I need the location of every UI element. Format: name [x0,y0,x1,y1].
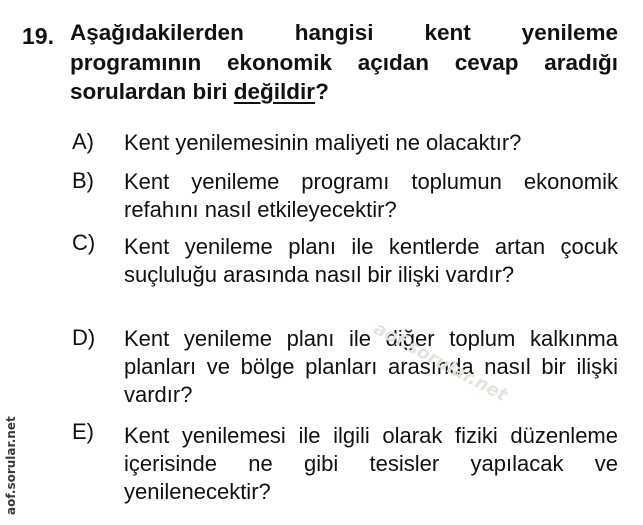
option-c-letter[interactable]: C) [72,230,96,255]
option-d-letter[interactable]: D) [72,325,96,350]
option-a-text[interactable]: Kent yenilemesinin maliyeti ne olacaktır? [124,130,522,155]
watermark-center: aof.sorular.net [370,318,511,407]
option-e-text[interactable]: Kent yenilemesi ile ilgili olarak fiziki düzenleme içerisinde ne gibi tesisler yapılacak ve yenilenecektir? [124,423,618,504]
option-c-text[interactable]: Kent yenileme planı ile kentlerde artan çocuk suçluluğu arasında nasıl bir ilişki vardır? [124,234,618,287]
option-a-letter[interactable]: A) [72,129,94,154]
question-text-end: ? [315,79,329,104]
option-b-text[interactable]: Kent yenileme programı toplumun ekonomik refahını nasıl etkileyecektir? [124,169,618,222]
option-e-letter[interactable]: E) [72,419,94,444]
question-number: 19. [22,23,54,49]
watermark-side: aof.sorular.net [4,416,18,515]
question-text-underlined: değildir [233,79,316,104]
option-d-text[interactable]: Kent yenileme planı ile diğer toplum kalkınma planları ve bölge planları arasında nasıl bir ilişki vardır? [124,326,618,407]
option-b-letter[interactable]: B) [72,168,94,193]
question-text-main: Aşağıdakilerden hangisi kent yenileme programının ekonomik açıdan cevap aradığı sorulardan biri [70,20,618,104]
question-text [70,18,618,107]
